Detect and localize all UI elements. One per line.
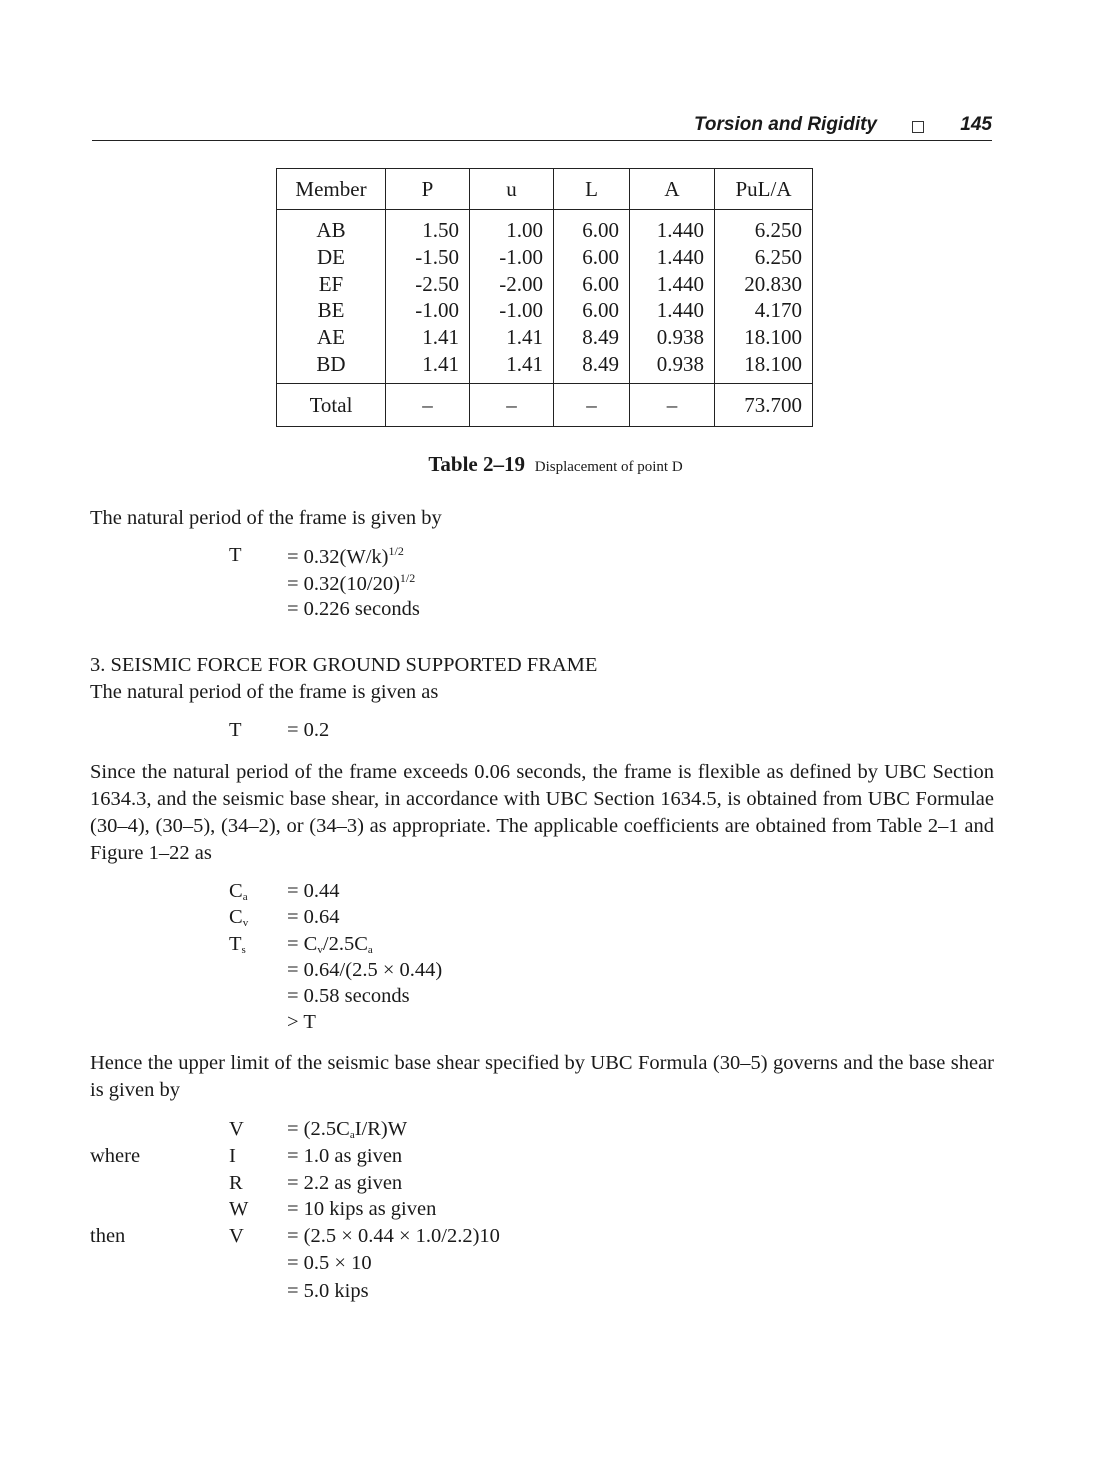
table-cell: 1.00 — [470, 210, 554, 244]
table-cell: 1.440 — [630, 297, 715, 324]
equation-symbol — [229, 906, 248, 929]
table-row — [277, 270, 813, 297]
equation-subscript: a — [242, 891, 248, 903]
equation-line — [287, 933, 373, 956]
page-number: 145 — [960, 114, 992, 135]
equation-symbol: T — [229, 719, 242, 741]
table-cell: 6.250 — [715, 210, 813, 244]
column-header: Member — [277, 169, 386, 210]
paragraph: Hence the upper limit of the seismic base shear specified by UBC Formula (30–5) governs and the base shear is given by — [90, 1052, 994, 1101]
table-cell: 1.440 — [630, 270, 715, 297]
equation-subscript: v — [317, 944, 323, 956]
equation-lead-word: then — [90, 1225, 126, 1247]
square-bullet-icon — [912, 121, 924, 133]
table-cell: 20.830 — [715, 270, 813, 297]
table-cell: 1.41 — [470, 350, 554, 383]
table-row — [277, 297, 813, 324]
equation-text: = 0.32(10/20) — [287, 573, 400, 595]
paragraph: The natural period of the frame is given by — [90, 507, 442, 529]
equation-line — [287, 544, 404, 569]
equation-line: = 0.5 × 10 — [287, 1252, 372, 1274]
table-cell: 0.938 — [630, 324, 715, 351]
table-cell: DE — [277, 244, 386, 271]
equation-lead-word: where — [90, 1145, 141, 1167]
table-row — [277, 244, 813, 271]
equation-symbol: I — [229, 1145, 236, 1167]
running-header — [92, 114, 992, 141]
column-header: PuL/A — [715, 169, 813, 210]
table-cell: – — [554, 384, 630, 427]
table-cell: -2.50 — [386, 270, 470, 297]
running-header-title: Torsion and Rigidity — [694, 114, 877, 135]
table-caption-label: Table 2–19 — [428, 452, 526, 476]
table-cell: 1.440 — [630, 210, 715, 244]
equation-line: = 0.226 seconds — [287, 598, 420, 620]
table-cell: 6.00 — [554, 244, 630, 271]
equation-symbol — [229, 933, 246, 956]
equation-line: = 1.0 as given — [287, 1145, 403, 1167]
equation-subscript: a — [367, 944, 373, 956]
table-cell: 1.41 — [386, 350, 470, 383]
equation-line — [287, 571, 415, 596]
table-cell: 18.100 — [715, 350, 813, 383]
table-cell: 1.50 — [386, 210, 470, 244]
table-cell: 8.49 — [554, 350, 630, 383]
column-header: u — [470, 169, 554, 210]
equation-symbol — [229, 880, 248, 903]
equation-line: = 0.44 — [287, 880, 340, 902]
table-cell: 6.00 — [554, 270, 630, 297]
equation-line: = (2.5 × 0.44 × 1.0/2.2)10 — [287, 1225, 500, 1247]
equation-subscript: s — [241, 944, 246, 956]
equation-subscript: a — [349, 1129, 355, 1141]
equation-symbol: R — [229, 1172, 243, 1194]
column-header: A — [630, 169, 715, 210]
table-cell: Total — [277, 384, 386, 427]
equation-line — [287, 1118, 407, 1141]
equation-symbol: T — [229, 544, 242, 566]
section-heading: 3. SEISMIC FORCE FOR GROUND SUPPORTED FRAME — [90, 654, 598, 676]
equation-line: = 0.64/(2.5 × 0.44) — [287, 959, 443, 981]
table-cell: -1.00 — [386, 297, 470, 324]
table-cell: AE — [277, 324, 386, 351]
equation-line: = 5.0 kips — [287, 1280, 369, 1302]
table-row — [277, 210, 813, 244]
equation-superscript: 1/2 — [399, 571, 416, 585]
table-cell: AB — [277, 210, 386, 244]
table-cell: 6.250 — [715, 244, 813, 271]
table-cell: – — [470, 384, 554, 427]
equation-line: = 0.58 seconds — [287, 985, 410, 1007]
table-cell: -1.50 — [386, 244, 470, 271]
equation-text: = (2.5C — [287, 1118, 350, 1140]
table-cell: 1.41 — [386, 324, 470, 351]
table-caption — [0, 452, 1111, 477]
table-cell: 18.100 — [715, 324, 813, 351]
equation-symbol: V — [229, 1225, 244, 1247]
equation-text: C — [229, 906, 243, 928]
equation-text: = 0.32(W/k) — [287, 546, 389, 568]
equation-text: T — [229, 933, 242, 955]
equation-superscript: 1/2 — [388, 544, 404, 558]
table-cell: 6.00 — [554, 210, 630, 244]
equation-symbol: W — [229, 1198, 249, 1220]
equation-text: = C — [287, 933, 318, 955]
table-cell: 4.170 — [715, 297, 813, 324]
table-cell: 73.700 — [715, 384, 813, 427]
column-header: L — [554, 169, 630, 210]
equation-line: = 2.2 as given — [287, 1172, 403, 1194]
table-cell: EF — [277, 270, 386, 297]
table-header-row — [277, 169, 813, 210]
equation-line: = 0.2 — [287, 719, 330, 741]
table-cell: 1.440 — [630, 244, 715, 271]
table-total-row — [277, 384, 813, 427]
equation-text: I/R)W — [354, 1118, 408, 1140]
equation-line: > T — [287, 1011, 316, 1033]
equation-line: = 10 kips as given — [287, 1198, 437, 1220]
equation-line: = 0.64 — [287, 906, 340, 928]
table-cell: 1.41 — [470, 324, 554, 351]
table-cell: – — [630, 384, 715, 427]
equation-text: C — [229, 880, 243, 902]
table-caption-text: Displacement of point D — [534, 459, 683, 475]
displacement-table — [276, 168, 813, 427]
table-cell: -1.00 — [470, 244, 554, 271]
table-cell: 6.00 — [554, 297, 630, 324]
table-cell: -2.00 — [470, 270, 554, 297]
column-header: P — [386, 169, 470, 210]
table-cell: 8.49 — [554, 324, 630, 351]
equation-subscript: v — [242, 917, 249, 929]
table-cell: 0.938 — [630, 350, 715, 383]
table-cell: BD — [277, 350, 386, 383]
table-row — [277, 324, 813, 351]
table-row — [277, 350, 813, 383]
paragraph: The natural period of the frame is given as — [90, 681, 439, 703]
table-cell: BE — [277, 297, 386, 324]
equation-text: /2.5C — [322, 933, 368, 955]
paragraph: Since the natural period of the frame exceeds 0.06 seconds, the frame is flexible as defined by UBC Section 1634.3, and the seismic base shear, in accordance with UBC Section 1634.5, is obtained from UBC Formulae (30–4), (30–5), (34–2), or (34–3) as appropriate. The applicable coefficients are obtained from Table 2–1 and Figure 1–22 as — [90, 761, 994, 864]
table-cell: -1.00 — [470, 297, 554, 324]
equation-symbol: V — [229, 1118, 244, 1140]
table-cell: – — [386, 384, 470, 427]
